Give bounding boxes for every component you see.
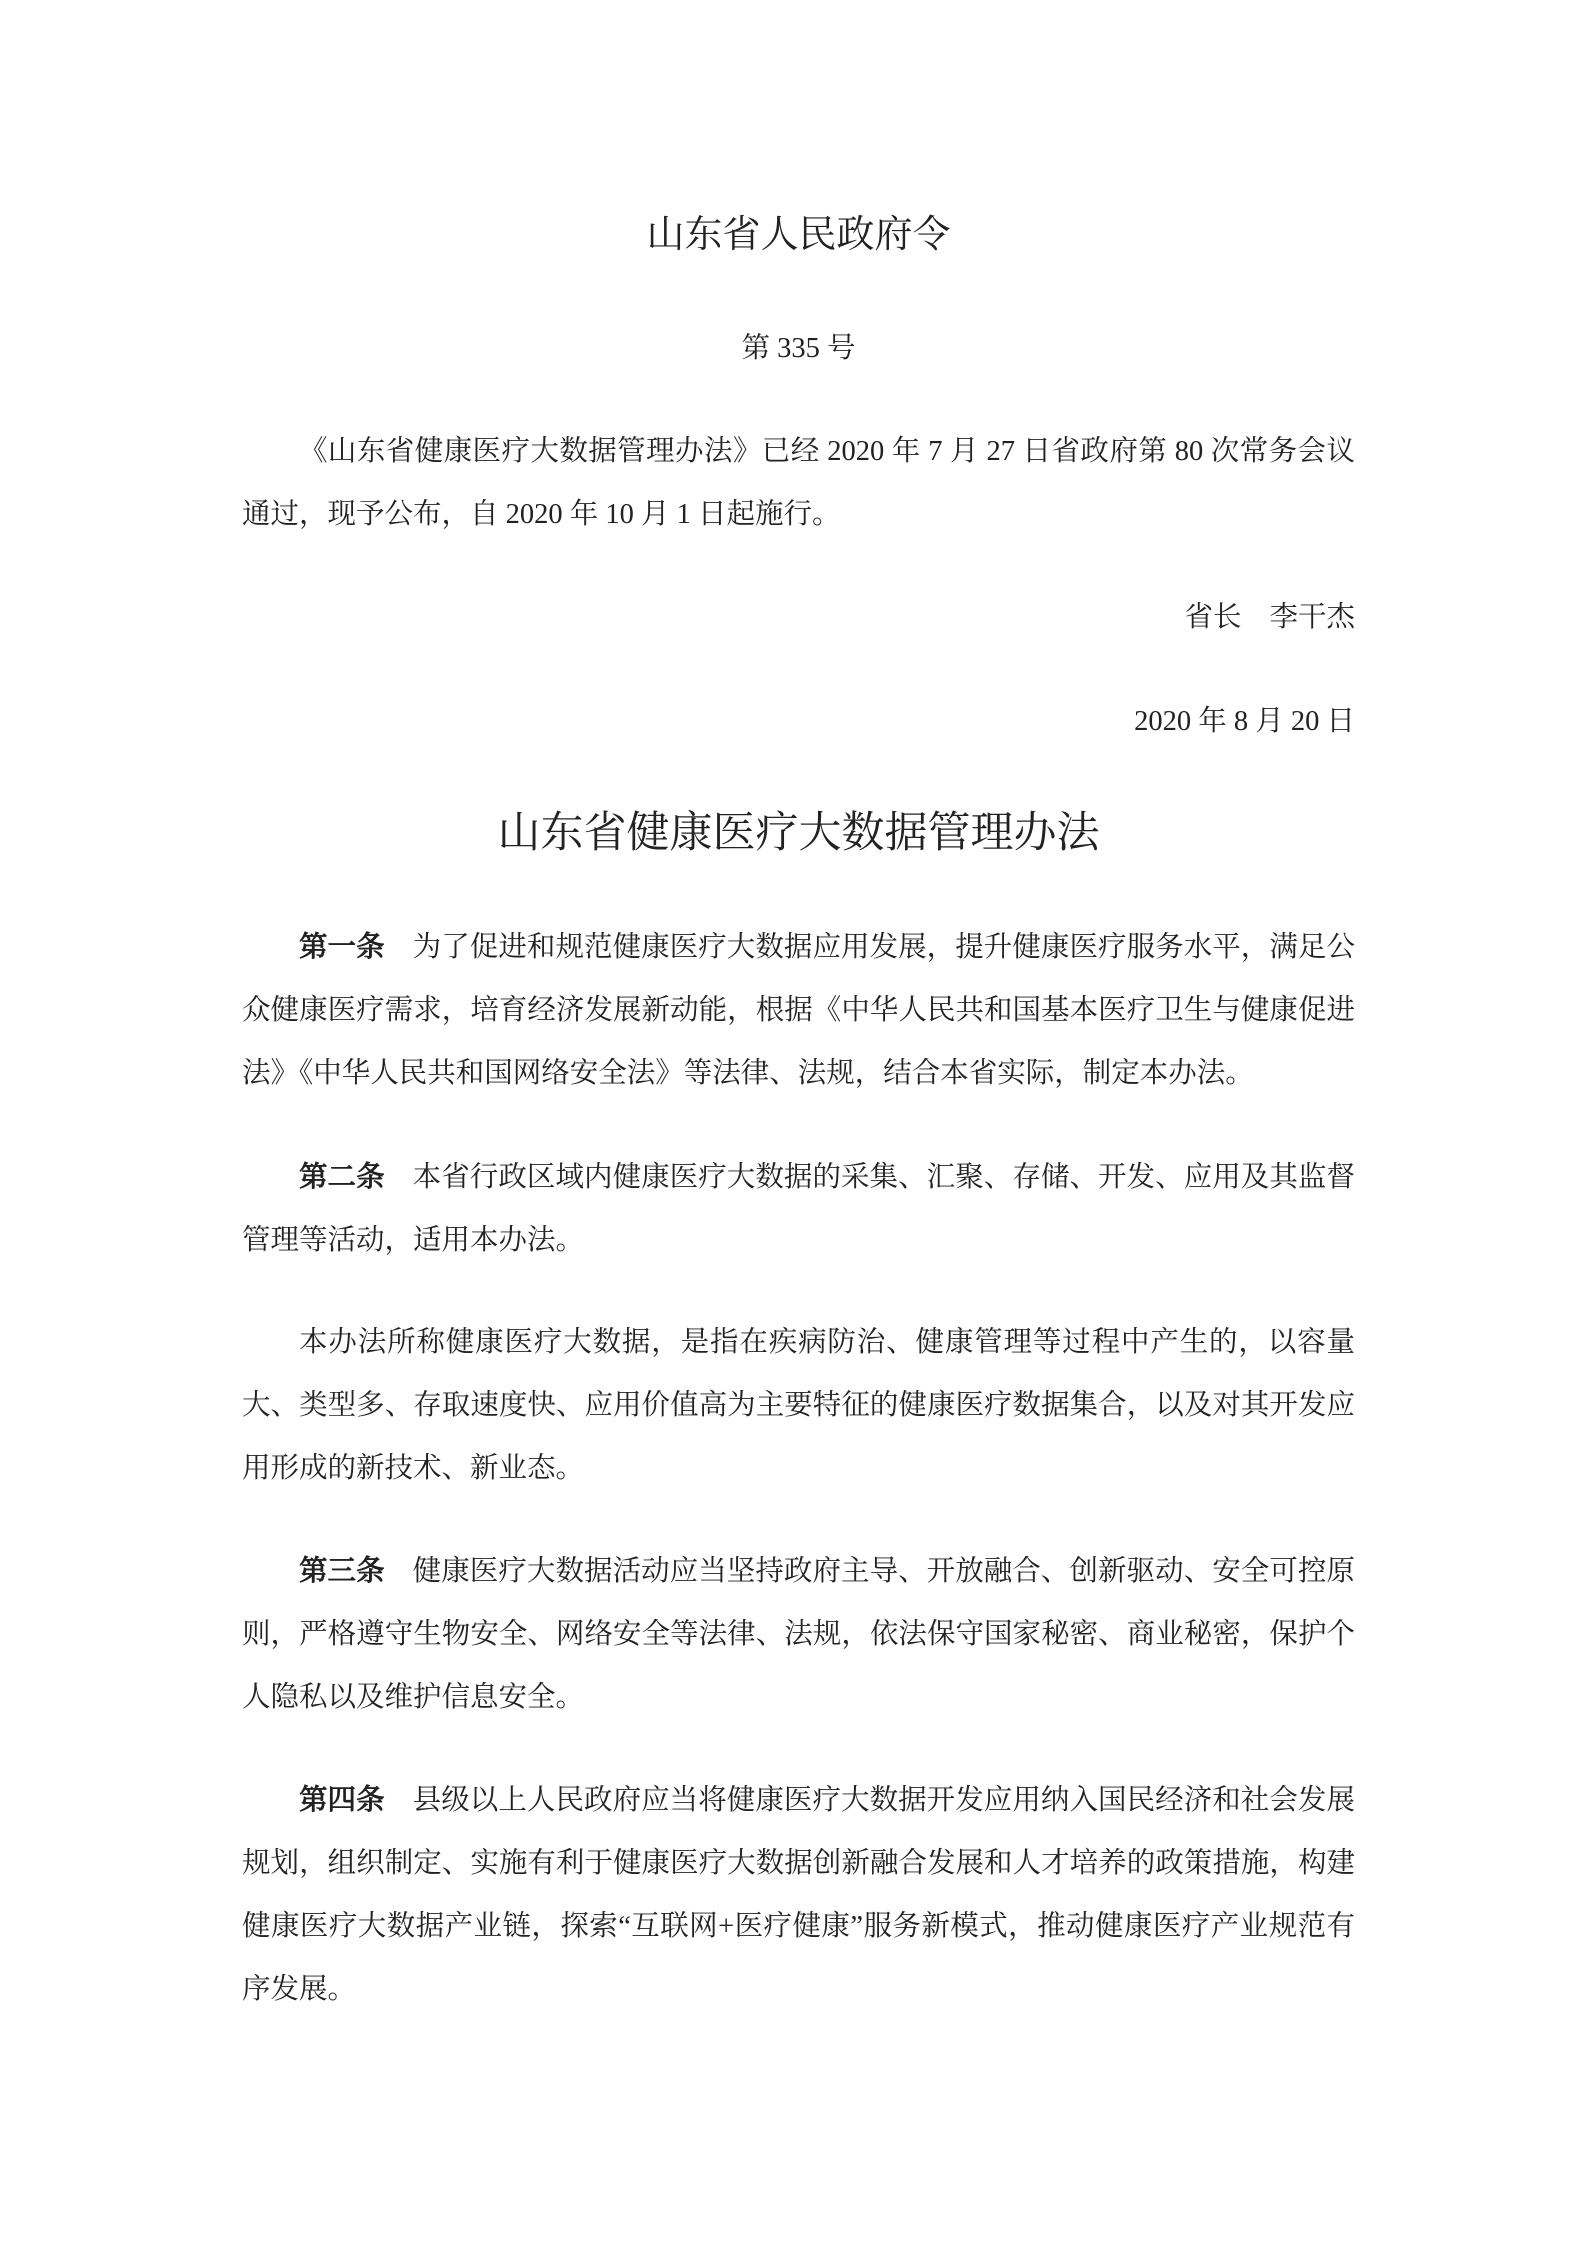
- signature: [242, 586, 1355, 649]
- article-text: 为了促进和规范健康医疗大数据应用发展，提升健康医疗服务水平，满足公众健康医疗需求，培育经济发展新动能，根据《中华人民共和国基本医疗卫生与健康促进法》《中华人民共和国网络安全法》等法律、法规，结合本省实际，制定本办法。: [242, 932, 1355, 1089]
- article-1: [242, 916, 1355, 1105]
- article-4: [242, 1769, 1355, 2021]
- article-text: 健康医疗大数据活动应当坚持政府主导、开放融合、创新驱动、安全可控原则，严格遵守生物安全、网络安全等法律、法规，依法保守国家秘密、商业秘密，保护个人隐私以及维护信息安全。: [242, 1556, 1355, 1713]
- article-heading: 第三条: [299, 1556, 385, 1587]
- article-text: 本省行政区域内健康医疗大数据的采集、汇聚、存储、开发、应用及其监督管理等活动，适用本办法。: [242, 1162, 1355, 1256]
- order-title: 山东省人民政府令: [646, 214, 951, 256]
- article-heading: 第二条: [299, 1162, 385, 1193]
- order-preamble: 《山东省健康医疗大数据管理办法》已经 2020 年 7 月 27 日省政府第 80 次常务会议通过，现予公布，自 2020 年 10 月 1 日起施行。: [242, 436, 1355, 530]
- article-2-paragraph-2: [242, 1311, 1355, 1500]
- order-number: 第 335 号: [741, 333, 856, 364]
- article-heading: 第四条: [299, 1785, 385, 1816]
- regulation-title: 山东省健康医疗大数据管理办法: [497, 810, 1100, 857]
- article-text: 县级以上人民政府应当将健康医疗大数据开发应用纳入国民经济和社会发展规划，组织制定、实施有利于健康医疗大数据创新融合发展和人才培养的政策措施，构建健康医疗大数据产业链，探索“互联网+医疗健康”服务新模式，推动健康医疗产业规范有序发展。: [242, 1785, 1355, 2005]
- article-heading: 第一条: [299, 932, 385, 963]
- signer-name: 李干杰: [1269, 602, 1355, 633]
- order-date: 2020 年 8 月 20 日: [1134, 706, 1355, 737]
- signer-title: 省长: [1184, 602, 1242, 633]
- article-text: 本办法所称健康医疗大数据，是指在疾病防治、健康管理等过程中产生的，以容量大、类型多、存取速度快、应用价值高为主要特征的健康医疗数据集合，以及对其开发应用形成的新技术、新业态。: [242, 1327, 1355, 1484]
- article-3: [242, 1540, 1355, 1729]
- article-2: [242, 1146, 1355, 1272]
